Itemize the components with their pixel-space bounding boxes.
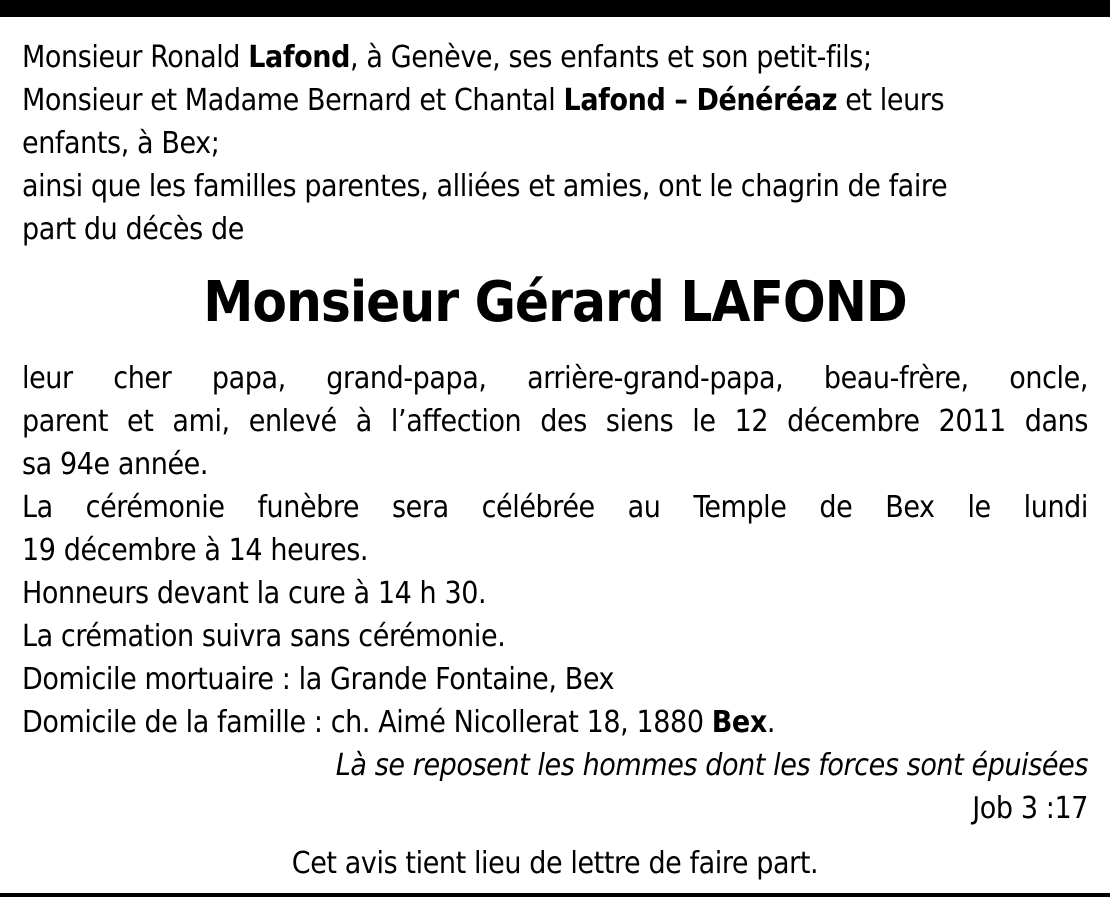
family-line-5: part du décès de [22,212,244,247]
body-line-2: parent et ami, enlevé à l’affection des siens le 12 décembre 2011 dans [22,404,1088,439]
family-line-4: ainsi que les familles parentes, alliées et amies, ont le chagrin de faire [22,169,948,204]
top-border-rule [0,0,1110,17]
family-surname: Lafond [248,40,351,75]
body-line-8: Domicile mortuaire : la Grande Fontaine, Bex [22,662,615,697]
body-line-7: La crémation suivra sans cérémonie. [22,619,506,654]
body-line-4: La cérémonie funèbre sera célébrée au Temple de Bex le lundi [22,490,1088,525]
bottom-border-rule [0,893,1110,897]
body-line-5: 19 décembre à 14 heures. [22,533,369,568]
deceased-name: Monsieur Gérard LAFOND [203,270,907,335]
body-line-6: Honneurs devant la cure à 14 h 30. [22,576,487,611]
family-surname-compound: Lafond – Dénéréaz [563,83,838,118]
body-line-9: Domicile de la famille : ch. Aimé Nicollerat 18, 1880 Bex. [22,705,776,740]
scripture-reference: Job 3 :17 [972,791,1088,826]
family-line-2: Monsieur et Madame Bernard et Chantal Lafond – Dénéréaz et leurs [22,83,945,118]
closing-note: Cet avis tient lieu de lettre de faire part. [291,846,819,881]
scripture-quote: Là se reposent les hommes dont les forces sont épuisées [335,748,1088,783]
body-line-1: leur cher papa, grand-papa, arrière-grand-papa, beau-frère, oncle, [22,361,1088,396]
death-notice [22,36,1088,885]
family-line-1: Monsieur Ronald Lafond, à Genève, ses enfants et son petit-fils; [22,40,872,75]
family-line-3: enfants, à Bex; [22,126,220,161]
body-line-3: sa 94e année. [22,447,209,482]
town-name: Bex [711,705,767,740]
